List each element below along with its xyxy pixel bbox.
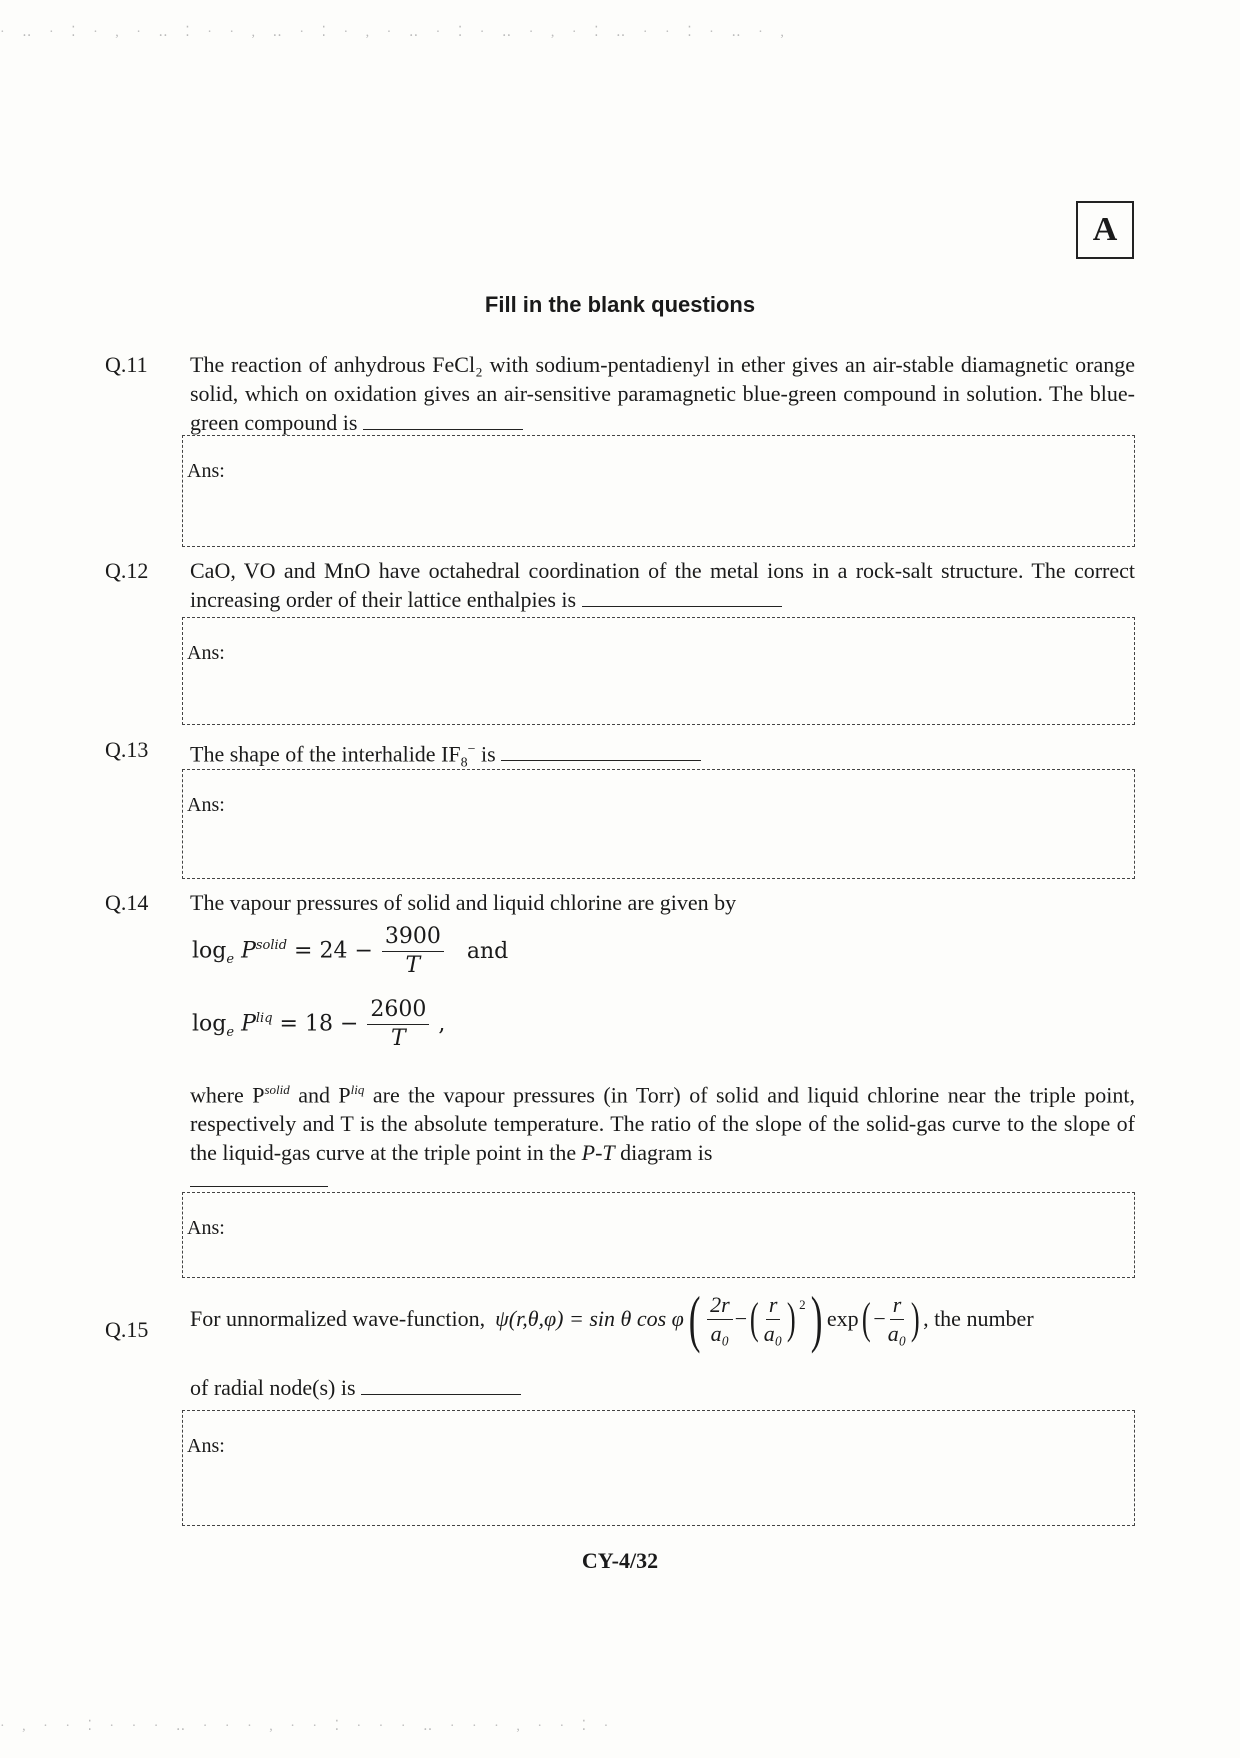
section-title: Fill in the blank questions <box>484 292 756 317</box>
eq-const: = 18 − <box>279 1011 359 1037</box>
fraction-r-a0 <box>888 1293 907 1346</box>
eq-p: P <box>241 1011 256 1037</box>
pt-diagram: P-T <box>581 1140 615 1166</box>
page-footer: CY-4/32 <box>581 1548 659 1573</box>
denominator: a₀ <box>710 1320 730 1346</box>
eq-denominator: T <box>391 1026 406 1051</box>
answer-blank <box>501 742 701 761</box>
answer-blank <box>190 1186 328 1187</box>
answer-box-q11[interactable] <box>182 435 1135 547</box>
answer-label: Ans: <box>187 642 225 664</box>
p-liq-sup: liq <box>350 1082 365 1097</box>
question-text: The shape of the interhalide IF <box>190 741 461 767</box>
question-text: is <box>475 741 496 767</box>
text-where: where <box>190 1082 244 1108</box>
question-number: Q.11 <box>105 352 148 377</box>
eq-p: P <box>241 938 256 964</box>
subscript: 8 <box>460 755 468 771</box>
answer-box-q15[interactable] <box>182 1410 1135 1526</box>
eq-base: e <box>226 951 235 967</box>
answer-box-q13[interactable] <box>182 769 1135 879</box>
question-text: The reaction of anhydrous FeCl₂ with sodium-pentadienyl in ether gives an air-stable diamagnetic orange solid, which on oxidation gives an air-sensitive paramagnetic blue-green compound in solution. The blue-green compound is <box>190 352 1135 435</box>
eq-tail: , <box>438 1011 446 1037</box>
denominator: a₀ <box>887 1320 907 1346</box>
answer-label: Ans: <box>187 460 225 482</box>
answer-box-q12[interactable] <box>182 617 1135 725</box>
answer-blank <box>363 411 523 430</box>
eq-sup: liq <box>255 1011 273 1027</box>
eq-base: e <box>226 1024 235 1040</box>
question-text-q11 <box>190 350 1135 437</box>
question-text: CaO, VO and MnO have octahedral coordination of the metal ions in a rock-salt structure. The correct increasing order of their lattice enthalpies is <box>190 558 1135 612</box>
equation-solid <box>192 925 508 978</box>
answer-label: Ans: <box>187 1435 225 1457</box>
numerator: 2r <box>707 1293 733 1320</box>
paren-close: ) <box>787 1294 797 1343</box>
paren-open: ( <box>861 1294 871 1343</box>
minus: − <box>734 1306 748 1331</box>
numerator: r <box>766 1293 781 1320</box>
paren-close: ) <box>810 1283 823 1354</box>
exponent: 2 <box>799 1297 806 1312</box>
question-text-end: diagram is <box>620 1140 713 1166</box>
numerator: r <box>890 1293 905 1320</box>
eq-numerator: 3900 <box>382 925 444 952</box>
question-text-q15-line2 <box>190 1373 1135 1402</box>
equation-liquid <box>192 998 445 1051</box>
paren-open: ( <box>750 1294 759 1343</box>
fraction-2r-a0 <box>707 1293 733 1346</box>
eq-tail: and <box>466 938 509 964</box>
answer-blank <box>361 1376 521 1395</box>
wave-function-line <box>190 1283 1034 1354</box>
question-text: of radial node(s) is <box>190 1375 356 1400</box>
question-text-end: , the number <box>923 1306 1034 1331</box>
question-text: are the vapour pressures (in Torr) of solid and liquid chlorine near the triple point, respectively and T is the absolute temperature. The ratio of the slope of the solid-gas curve to the slope of the liquid-gas curve at the triple point in the <box>190 1082 1135 1166</box>
p-liq: P <box>338 1082 351 1108</box>
eq-denominator: T <box>405 953 421 978</box>
answer-label: Ans: <box>187 794 225 816</box>
answer-blank <box>582 588 782 607</box>
question-number: Q.14 <box>105 890 149 915</box>
question-number: Q.12 <box>105 558 149 583</box>
fraction-r-a0 <box>764 1293 783 1346</box>
question-text: For unnormalized wave-function, <box>190 1306 486 1331</box>
text-and: and <box>298 1082 330 1108</box>
psi-expression: ψ(r,θ,φ) = sin θ cos φ <box>495 1306 684 1331</box>
scan-noise-bottom: · , · · ⁚ · · · ‥ · · · , · · ⁚ · · · ‥ · · · , · · ⁚ · <box>0 1719 616 1734</box>
question-number: Q.15 <box>105 1317 149 1342</box>
eq-log: log <box>192 938 227 964</box>
paren-close: ) <box>911 1294 921 1343</box>
paper-set-box: A <box>1076 201 1134 259</box>
minus: − <box>873 1306 886 1331</box>
exp-function: exp <box>826 1306 859 1331</box>
question-text-q14 <box>190 1075 1135 1167</box>
scan-noise-top: · ‥ · ⁚ · , · ‥ ⁚ · · , ‥ · ⁚ · , · ‥ · ⁚ · ‥ · , · ⁚ ‥ · · ⁚ · ‥ · , <box>0 25 791 40</box>
eq-numerator: 2600 <box>367 998 429 1025</box>
eq-log: log <box>192 1011 227 1037</box>
superscript: − <box>467 742 476 757</box>
answer-label: Ans: <box>187 1217 225 1239</box>
question-text-q12 <box>190 556 1135 614</box>
eq-sup: solid <box>255 938 288 954</box>
question-number: Q.13 <box>105 737 149 762</box>
p-solid-sup: solid <box>264 1082 290 1097</box>
question-intro: The vapour pressures of solid and liquid chlorine are given by <box>190 890 737 915</box>
eq-fraction <box>367 998 429 1051</box>
p-solid: P <box>252 1082 265 1108</box>
eq-fraction <box>382 925 444 978</box>
eq-const: = 24 − <box>294 938 373 964</box>
denominator: a₀ <box>763 1320 783 1346</box>
answer-box-q14[interactable] <box>182 1192 1135 1278</box>
paren-open: ( <box>688 1283 701 1354</box>
